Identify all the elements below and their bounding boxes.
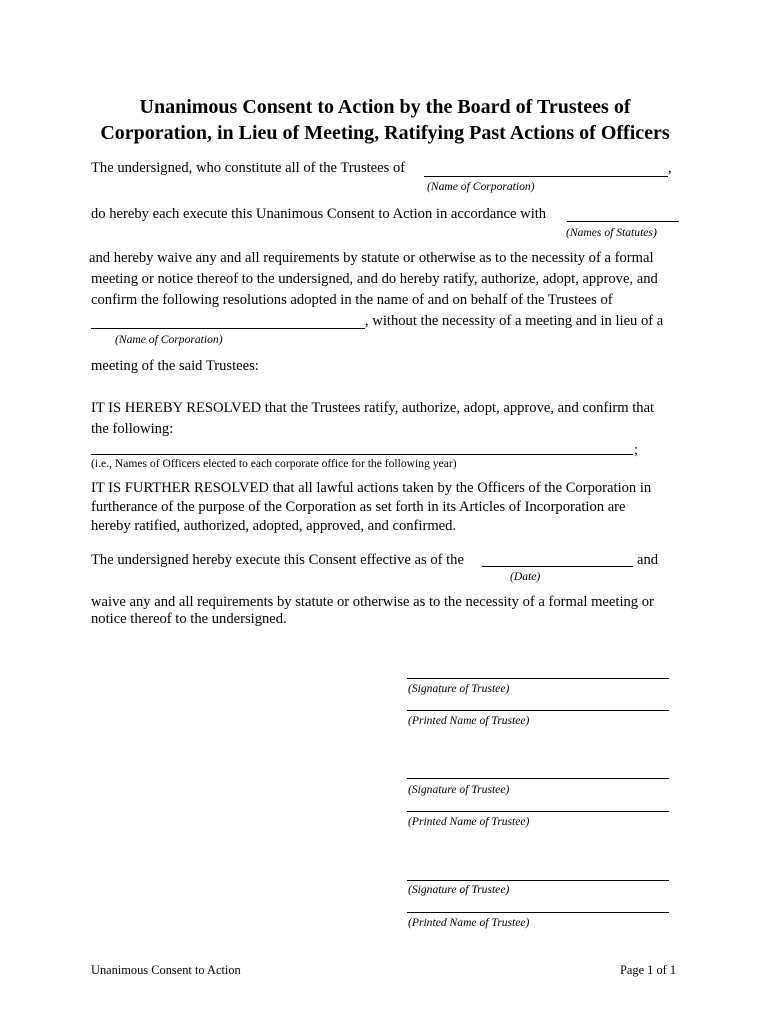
waiver-text-line-2: meeting or notice thereof to the undersigned, and do hereby ratify, authorize, adopt, approve, and (91, 271, 658, 287)
printed-name-caption: (Printed Name of Trustee) (408, 714, 530, 727)
officers-names-blank[interactable] (91, 454, 633, 455)
resolved-text-line-1: IT IS HEREBY RESOLVED that the Trustees ratify, authorize, adopt, approve, and confirm that (91, 400, 655, 416)
footer-document-name: Unanimous Consent to Action (91, 963, 241, 977)
trustee-printed-name-line[interactable] (407, 811, 669, 812)
trustee-printed-name-line[interactable] (407, 710, 669, 711)
statutes-blank[interactable] (567, 221, 679, 222)
printed-name-caption: (Printed Name of Trustee) (408, 815, 530, 828)
corporation-name-blank-1[interactable] (424, 176, 668, 177)
signature-caption: (Signature of Trustee) (408, 883, 510, 896)
further-resolved-line-3: hereby ratified, authorized, adopted, approved, and confirmed. (91, 518, 457, 534)
officers-semicolon: ; (634, 442, 639, 458)
date-caption: (Date) (510, 570, 541, 583)
further-resolved-line-2: furtherance of the purpose of the Corporation as set forth in its Articles of Incorporation are (91, 499, 626, 515)
resolved-text-line-2: the following: (91, 421, 174, 437)
waiver-text-line-3: confirm the following resolutions adopted in the name of and on behalf of the Trustees of (91, 292, 613, 308)
corporation-name-caption-2: (Name of Corporation) (115, 333, 223, 346)
statutes-caption: (Names of Statutes) (566, 226, 657, 239)
document-title-line-1: Unanimous Consent to Action by the Board of Trustees of (139, 96, 631, 118)
trustee-signature-line[interactable] (407, 880, 669, 881)
trustee-signature-line[interactable] (407, 678, 669, 679)
footer-page-number: Page 1 of 1 (620, 963, 677, 977)
waiver-text-line-4: , without the necessity of a meeting and in lieu of a (365, 313, 664, 329)
printed-name-caption: (Printed Name of Trustee) (408, 916, 530, 929)
effective-date-and: and (637, 552, 659, 568)
trustee-signature-line[interactable] (407, 778, 669, 779)
meeting-of-trustees-text: meeting of the said Trustees: (91, 358, 259, 374)
date-blank[interactable] (482, 566, 633, 567)
waiver-text-line-1: and hereby waive any and all requirements by statute or otherwise as to the necessity of a formal (89, 250, 654, 266)
final-waiver-line-2: notice thereof to the undersigned. (91, 611, 287, 627)
signature-caption: (Signature of Trustee) (408, 682, 510, 695)
final-waiver-line-1: waive any and all requirements by statute or otherwise as to the necessity of a formal meeting or (91, 594, 654, 610)
corporation-name-caption-1: (Name of Corporation) (427, 180, 535, 193)
corporation-name-blank-2[interactable] (91, 328, 365, 329)
document-title-line-2: Corporation, in Lieu of Meeting, Ratifying Past Actions of Officers (100, 122, 670, 144)
signature-caption: (Signature of Trustee) (408, 783, 510, 796)
execute-consent-text: do hereby each execute this Unanimous Consent to Action in accordance with (91, 206, 547, 222)
trustees-intro-comma: , (668, 160, 672, 176)
further-resolved-line-1: IT IS FURTHER RESOLVED that all lawful actions taken by the Officers of the Corporation in (91, 480, 652, 496)
officers-caption: (i.e., Names of Officers elected to each corporate office for the following year) (91, 457, 457, 470)
trustee-printed-name-line[interactable] (407, 912, 669, 913)
effective-date-text: The undersigned hereby execute this Consent effective as of the (91, 552, 464, 568)
trustees-intro-text: The undersigned, who constitute all of the Trustees of (91, 160, 406, 176)
